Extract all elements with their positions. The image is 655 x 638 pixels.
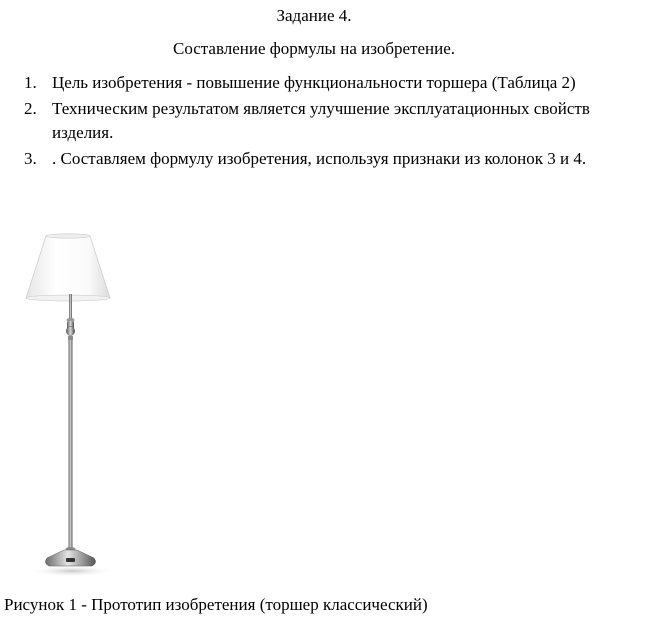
- lamp-figure: [20, 228, 130, 578]
- document-subtitle: Составление формулы на изобретение.: [172, 39, 455, 58]
- figure-caption: Рисунок 1 - Прототип изобретения (торшер классический): [4, 595, 428, 614]
- step-number: 2.: [24, 99, 37, 118]
- steps-list: [24, 71, 634, 173]
- lamp-knob: [66, 326, 74, 335]
- step-text: Цель изобретения - повышение функциональности торшера (Таблица 2): [52, 73, 576, 92]
- step-number: 1.: [24, 73, 37, 92]
- step-text: Техническим результатом является улучшение эксплуатационных свойств изделия.: [52, 99, 590, 142]
- step-item: [24, 97, 634, 145]
- task-title: Задание 4.: [276, 6, 352, 25]
- floor-lamp-icon: [20, 228, 130, 578]
- lamp-shadow: [28, 565, 116, 577]
- step-text: . Составляем формулу изобретения, используя признаки из колонок 3 и 4.: [52, 149, 587, 168]
- lamp-neck: [69, 294, 72, 318]
- step-item: [24, 147, 634, 171]
- step-number: 3.: [24, 149, 37, 168]
- step-item: [24, 71, 634, 95]
- lamp-pole: [69, 340, 73, 548]
- lamp-shade: [26, 236, 110, 298]
